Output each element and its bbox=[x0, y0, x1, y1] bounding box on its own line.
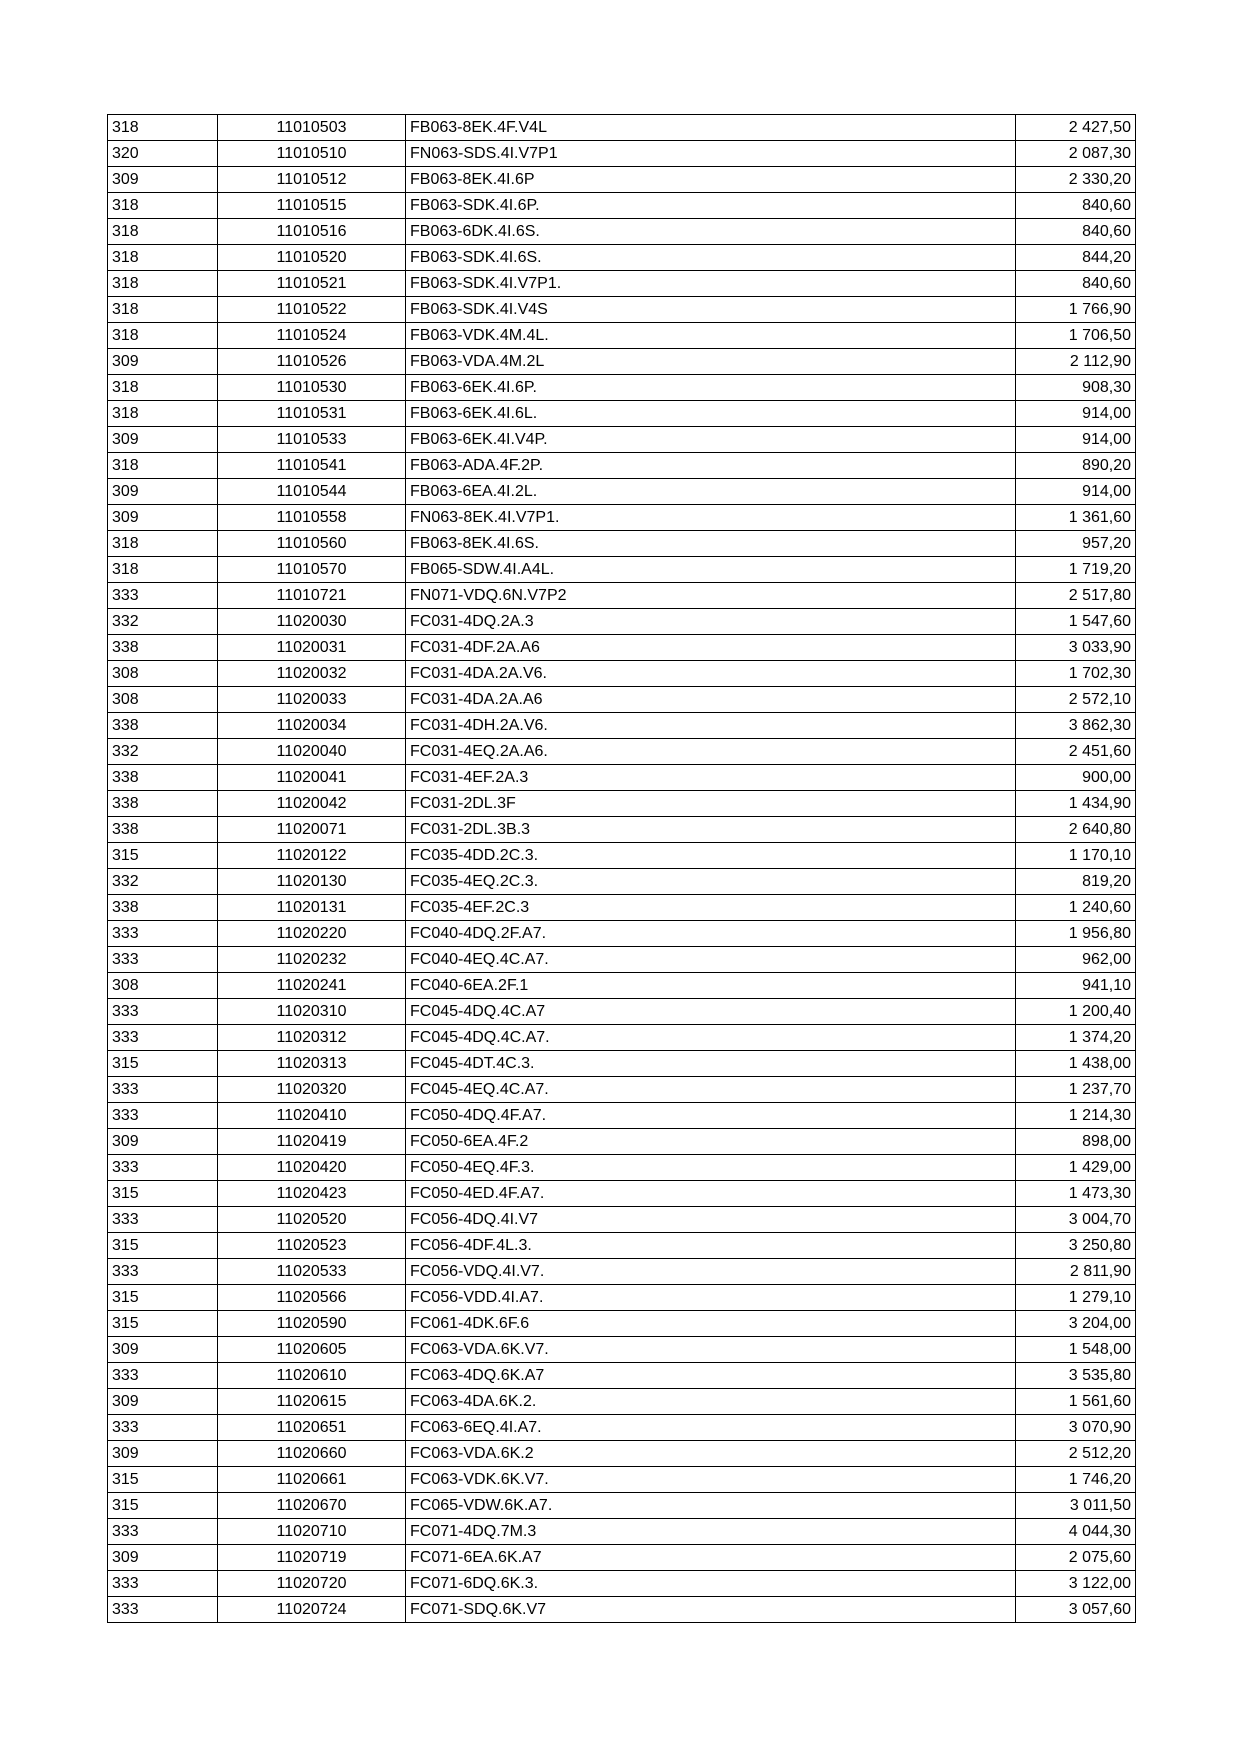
price-cell: 898,00 bbox=[1016, 1129, 1136, 1155]
table-row bbox=[108, 1415, 1136, 1441]
model-cell: FC050-6EA.4F.2 bbox=[406, 1129, 1016, 1155]
group-cell: 318 bbox=[108, 115, 218, 141]
table-row bbox=[108, 1077, 1136, 1103]
table-row bbox=[108, 973, 1136, 999]
model-cell: FN063-SDS.4I.V7P1 bbox=[406, 141, 1016, 167]
group-cell: 333 bbox=[108, 1103, 218, 1129]
price-cell: 1 766,90 bbox=[1016, 297, 1136, 323]
group-cell: 309 bbox=[108, 1389, 218, 1415]
table-row bbox=[108, 427, 1136, 453]
price-cell: 1 374,20 bbox=[1016, 1025, 1136, 1051]
model-cell: FN063-8EK.4I.V7P1. bbox=[406, 505, 1016, 531]
price-cell: 840,60 bbox=[1016, 271, 1136, 297]
model-cell: FC040-4DQ.2F.A7. bbox=[406, 921, 1016, 947]
table-row bbox=[108, 115, 1136, 141]
code-cell: 11010510 bbox=[218, 141, 406, 167]
table-row bbox=[108, 401, 1136, 427]
model-cell: FC045-4DT.4C.3. bbox=[406, 1051, 1016, 1077]
group-cell: 318 bbox=[108, 297, 218, 323]
code-cell: 11010522 bbox=[218, 297, 406, 323]
model-cell: FC061-4DK.6F.6 bbox=[406, 1311, 1016, 1337]
price-cell: 3 033,90 bbox=[1016, 635, 1136, 661]
model-cell: FC063-6EQ.4I.A7. bbox=[406, 1415, 1016, 1441]
group-cell: 333 bbox=[108, 1519, 218, 1545]
price-cell: 1 237,70 bbox=[1016, 1077, 1136, 1103]
code-cell: 11020310 bbox=[218, 999, 406, 1025]
group-cell: 309 bbox=[108, 479, 218, 505]
group-cell: 318 bbox=[108, 219, 218, 245]
code-cell: 11020232 bbox=[218, 947, 406, 973]
price-cell: 962,00 bbox=[1016, 947, 1136, 973]
table-row bbox=[108, 869, 1136, 895]
model-cell: FB063-6EA.4I.2L. bbox=[406, 479, 1016, 505]
code-cell: 11010516 bbox=[218, 219, 406, 245]
code-cell: 11020042 bbox=[218, 791, 406, 817]
code-cell: 11020420 bbox=[218, 1155, 406, 1181]
group-cell: 333 bbox=[108, 583, 218, 609]
group-cell: 315 bbox=[108, 1051, 218, 1077]
model-cell: FB063-6EK.4I.V4P. bbox=[406, 427, 1016, 453]
group-cell: 308 bbox=[108, 661, 218, 687]
model-cell: FB065-SDW.4I.A4L. bbox=[406, 557, 1016, 583]
group-cell: 338 bbox=[108, 765, 218, 791]
price-cell: 840,60 bbox=[1016, 193, 1136, 219]
code-cell: 11020312 bbox=[218, 1025, 406, 1051]
table-row bbox=[108, 505, 1136, 531]
model-cell: FB063-6EK.4I.6P. bbox=[406, 375, 1016, 401]
price-cell: 840,60 bbox=[1016, 219, 1136, 245]
table-row bbox=[108, 1233, 1136, 1259]
model-cell: FC065-VDW.6K.A7. bbox=[406, 1493, 1016, 1519]
code-cell: 11010512 bbox=[218, 167, 406, 193]
group-cell: 308 bbox=[108, 973, 218, 999]
group-cell: 309 bbox=[108, 1337, 218, 1363]
code-cell: 11020032 bbox=[218, 661, 406, 687]
price-cell: 1 548,00 bbox=[1016, 1337, 1136, 1363]
group-cell: 332 bbox=[108, 609, 218, 635]
price-cell: 3 122,00 bbox=[1016, 1571, 1136, 1597]
model-cell: FB063-ADA.4F.2P. bbox=[406, 453, 1016, 479]
model-cell: FC040-6EA.2F.1 bbox=[406, 973, 1016, 999]
group-cell: 309 bbox=[108, 167, 218, 193]
group-cell: 309 bbox=[108, 349, 218, 375]
code-cell: 11020566 bbox=[218, 1285, 406, 1311]
model-cell: FC056-4DQ.4I.V7 bbox=[406, 1207, 1016, 1233]
table-row bbox=[108, 1285, 1136, 1311]
code-cell: 11010544 bbox=[218, 479, 406, 505]
model-cell: FB063-8EK.4F.V4L bbox=[406, 115, 1016, 141]
table-row bbox=[108, 1155, 1136, 1181]
group-cell: 333 bbox=[108, 1207, 218, 1233]
group-cell: 333 bbox=[108, 1025, 218, 1051]
group-cell: 315 bbox=[108, 1181, 218, 1207]
code-cell: 11020071 bbox=[218, 817, 406, 843]
code-cell: 11010520 bbox=[218, 245, 406, 271]
table-row bbox=[108, 1311, 1136, 1337]
group-cell: 315 bbox=[108, 1233, 218, 1259]
code-cell: 11020034 bbox=[218, 713, 406, 739]
code-cell: 11020661 bbox=[218, 1467, 406, 1493]
price-cell: 1 706,50 bbox=[1016, 323, 1136, 349]
table-row bbox=[108, 531, 1136, 557]
code-cell: 11020520 bbox=[218, 1207, 406, 1233]
table-row bbox=[108, 1493, 1136, 1519]
price-cell: 908,30 bbox=[1016, 375, 1136, 401]
group-cell: 315 bbox=[108, 1493, 218, 1519]
price-cell: 3 004,70 bbox=[1016, 1207, 1136, 1233]
table-row bbox=[108, 349, 1136, 375]
table-row bbox=[108, 609, 1136, 635]
group-cell: 308 bbox=[108, 687, 218, 713]
price-cell: 2 451,60 bbox=[1016, 739, 1136, 765]
code-cell: 11010515 bbox=[218, 193, 406, 219]
group-cell: 318 bbox=[108, 323, 218, 349]
code-cell: 11020615 bbox=[218, 1389, 406, 1415]
price-cell: 1 473,30 bbox=[1016, 1181, 1136, 1207]
table-row bbox=[108, 1207, 1136, 1233]
code-cell: 11020533 bbox=[218, 1259, 406, 1285]
model-cell: FC056-VDQ.4I.V7. bbox=[406, 1259, 1016, 1285]
group-cell: 318 bbox=[108, 401, 218, 427]
code-cell: 11020419 bbox=[218, 1129, 406, 1155]
group-cell: 315 bbox=[108, 1311, 218, 1337]
price-cell: 2 640,80 bbox=[1016, 817, 1136, 843]
table-row bbox=[108, 1259, 1136, 1285]
group-cell: 315 bbox=[108, 1285, 218, 1311]
table-row bbox=[108, 271, 1136, 297]
table-row bbox=[108, 921, 1136, 947]
price-cell: 914,00 bbox=[1016, 401, 1136, 427]
group-cell: 315 bbox=[108, 843, 218, 869]
table-row bbox=[108, 1051, 1136, 1077]
table-row bbox=[108, 479, 1136, 505]
group-cell: 333 bbox=[108, 1363, 218, 1389]
code-cell: 11010503 bbox=[218, 115, 406, 141]
model-cell: FC050-4DQ.4F.A7. bbox=[406, 1103, 1016, 1129]
price-cell: 914,00 bbox=[1016, 427, 1136, 453]
code-cell: 11010526 bbox=[218, 349, 406, 375]
code-cell: 11020041 bbox=[218, 765, 406, 791]
price-cell: 1 429,00 bbox=[1016, 1155, 1136, 1181]
price-cell: 2 087,30 bbox=[1016, 141, 1136, 167]
table-row bbox=[108, 141, 1136, 167]
price-cell: 941,10 bbox=[1016, 973, 1136, 999]
code-cell: 11010533 bbox=[218, 427, 406, 453]
price-cell: 1 434,90 bbox=[1016, 791, 1136, 817]
model-cell: FB063-SDK.4I.V7P1. bbox=[406, 271, 1016, 297]
code-cell: 11020651 bbox=[218, 1415, 406, 1441]
price-cell: 1 956,80 bbox=[1016, 921, 1136, 947]
price-cell: 2 512,20 bbox=[1016, 1441, 1136, 1467]
model-cell: FC031-4DA.2A.A6 bbox=[406, 687, 1016, 713]
table-row bbox=[108, 1571, 1136, 1597]
price-cell: 2 330,20 bbox=[1016, 167, 1136, 193]
model-cell: FC071-6EA.6K.A7 bbox=[406, 1545, 1016, 1571]
price-cell: 4 044,30 bbox=[1016, 1519, 1136, 1545]
model-cell: FC035-4EQ.2C.3. bbox=[406, 869, 1016, 895]
model-cell: FB063-VDA.4M.2L bbox=[406, 349, 1016, 375]
table-row bbox=[108, 947, 1136, 973]
model-cell: FC035-4EF.2C.3 bbox=[406, 895, 1016, 921]
table-row bbox=[108, 661, 1136, 687]
price-table bbox=[107, 114, 1136, 1623]
model-cell: FC031-4EF.2A.3 bbox=[406, 765, 1016, 791]
price-cell: 900,00 bbox=[1016, 765, 1136, 791]
group-cell: 332 bbox=[108, 739, 218, 765]
group-cell: 333 bbox=[108, 1155, 218, 1181]
model-cell: FC050-4ED.4F.A7. bbox=[406, 1181, 1016, 1207]
code-cell: 11010524 bbox=[218, 323, 406, 349]
code-cell: 11020313 bbox=[218, 1051, 406, 1077]
code-cell: 11020720 bbox=[218, 1571, 406, 1597]
model-cell: FC071-4DQ.7M.3 bbox=[406, 1519, 1016, 1545]
table-row bbox=[108, 999, 1136, 1025]
model-cell: FC056-VDD.4I.A7. bbox=[406, 1285, 1016, 1311]
group-cell: 309 bbox=[108, 427, 218, 453]
group-cell: 333 bbox=[108, 999, 218, 1025]
price-cell: 1 200,40 bbox=[1016, 999, 1136, 1025]
price-cell: 890,20 bbox=[1016, 453, 1136, 479]
price-cell: 1 279,10 bbox=[1016, 1285, 1136, 1311]
price-cell: 844,20 bbox=[1016, 245, 1136, 271]
code-cell: 11020610 bbox=[218, 1363, 406, 1389]
code-cell: 11020590 bbox=[218, 1311, 406, 1337]
group-cell: 318 bbox=[108, 557, 218, 583]
price-cell: 3 057,60 bbox=[1016, 1597, 1136, 1623]
group-cell: 333 bbox=[108, 1571, 218, 1597]
price-cell: 1 214,30 bbox=[1016, 1103, 1136, 1129]
group-cell: 333 bbox=[108, 1259, 218, 1285]
price-cell: 3 070,90 bbox=[1016, 1415, 1136, 1441]
code-cell: 11020719 bbox=[218, 1545, 406, 1571]
model-cell: FC031-4DH.2A.V6. bbox=[406, 713, 1016, 739]
model-cell: FB063-SDK.4I.6S. bbox=[406, 245, 1016, 271]
group-cell: 318 bbox=[108, 271, 218, 297]
price-cell: 3 204,00 bbox=[1016, 1311, 1136, 1337]
price-cell: 957,20 bbox=[1016, 531, 1136, 557]
code-cell: 11020410 bbox=[218, 1103, 406, 1129]
price-cell: 1 170,10 bbox=[1016, 843, 1136, 869]
model-cell: FB063-6DK.4I.6S. bbox=[406, 219, 1016, 245]
code-cell: 11020033 bbox=[218, 687, 406, 713]
group-cell: 333 bbox=[108, 921, 218, 947]
model-cell: FC056-4DF.4L.3. bbox=[406, 1233, 1016, 1259]
price-cell: 2 427,50 bbox=[1016, 115, 1136, 141]
table-row bbox=[108, 1389, 1136, 1415]
code-cell: 11010521 bbox=[218, 271, 406, 297]
model-cell: FB063-8EK.4I.6P bbox=[406, 167, 1016, 193]
table-row bbox=[108, 765, 1136, 791]
table-row bbox=[108, 167, 1136, 193]
price-cell: 1 719,20 bbox=[1016, 557, 1136, 583]
table-row bbox=[108, 791, 1136, 817]
group-cell: 333 bbox=[108, 1077, 218, 1103]
model-cell: FC031-2DL.3B.3 bbox=[406, 817, 1016, 843]
price-cell: 819,20 bbox=[1016, 869, 1136, 895]
model-cell: FN071-VDQ.6N.V7P2 bbox=[406, 583, 1016, 609]
table-row bbox=[108, 323, 1136, 349]
price-cell: 2 112,90 bbox=[1016, 349, 1136, 375]
code-cell: 11020130 bbox=[218, 869, 406, 895]
code-cell: 11010570 bbox=[218, 557, 406, 583]
table-row bbox=[108, 297, 1136, 323]
table-row bbox=[108, 1025, 1136, 1051]
table-row bbox=[108, 895, 1136, 921]
table-row bbox=[108, 1597, 1136, 1623]
code-cell: 11020031 bbox=[218, 635, 406, 661]
price-cell: 2 075,60 bbox=[1016, 1545, 1136, 1571]
model-cell: FB063-8EK.4I.6S. bbox=[406, 531, 1016, 557]
group-cell: 318 bbox=[108, 453, 218, 479]
model-cell: FC031-4DF.2A.A6 bbox=[406, 635, 1016, 661]
group-cell: 338 bbox=[108, 635, 218, 661]
group-cell: 318 bbox=[108, 531, 218, 557]
price-cell: 1 702,30 bbox=[1016, 661, 1136, 687]
code-cell: 11020605 bbox=[218, 1337, 406, 1363]
model-cell: FC045-4EQ.4C.A7. bbox=[406, 1077, 1016, 1103]
model-cell: FC031-4DA.2A.V6. bbox=[406, 661, 1016, 687]
model-cell: FB063-SDK.4I.6P. bbox=[406, 193, 1016, 219]
group-cell: 318 bbox=[108, 245, 218, 271]
group-cell: 332 bbox=[108, 869, 218, 895]
table-row bbox=[108, 583, 1136, 609]
table-row bbox=[108, 219, 1136, 245]
model-cell: FC045-4DQ.4C.A7. bbox=[406, 1025, 1016, 1051]
price-cell: 914,00 bbox=[1016, 479, 1136, 505]
group-cell: 315 bbox=[108, 1467, 218, 1493]
price-cell: 1 240,60 bbox=[1016, 895, 1136, 921]
price-cell: 2 572,10 bbox=[1016, 687, 1136, 713]
price-cell: 3 250,80 bbox=[1016, 1233, 1136, 1259]
code-cell: 11010558 bbox=[218, 505, 406, 531]
table-row bbox=[108, 245, 1136, 271]
price-cell: 3 011,50 bbox=[1016, 1493, 1136, 1519]
table-row bbox=[108, 1519, 1136, 1545]
table-row bbox=[108, 193, 1136, 219]
model-cell: FC031-4DQ.2A.3 bbox=[406, 609, 1016, 635]
code-cell: 11020122 bbox=[218, 843, 406, 869]
model-cell: FC063-4DQ.6K.A7 bbox=[406, 1363, 1016, 1389]
price-cell: 3 535,80 bbox=[1016, 1363, 1136, 1389]
group-cell: 338 bbox=[108, 713, 218, 739]
table-row bbox=[108, 1441, 1136, 1467]
table-row bbox=[108, 453, 1136, 479]
model-cell: FC071-6DQ.6K.3. bbox=[406, 1571, 1016, 1597]
code-cell: 11020670 bbox=[218, 1493, 406, 1519]
model-cell: FC031-2DL.3F bbox=[406, 791, 1016, 817]
table-row bbox=[108, 843, 1136, 869]
price-table-body bbox=[108, 115, 1136, 1623]
code-cell: 11010721 bbox=[218, 583, 406, 609]
model-cell: FC063-4DA.6K.2. bbox=[406, 1389, 1016, 1415]
model-cell: FC040-4EQ.4C.A7. bbox=[406, 947, 1016, 973]
code-cell: 11020131 bbox=[218, 895, 406, 921]
table-row bbox=[108, 375, 1136, 401]
table-row bbox=[108, 817, 1136, 843]
table-row bbox=[108, 687, 1136, 713]
code-cell: 11020660 bbox=[218, 1441, 406, 1467]
code-cell: 11010530 bbox=[218, 375, 406, 401]
table-row bbox=[108, 1545, 1136, 1571]
group-cell: 318 bbox=[108, 375, 218, 401]
model-cell: FB063-VDK.4M.4L. bbox=[406, 323, 1016, 349]
group-cell: 338 bbox=[108, 817, 218, 843]
table-row bbox=[108, 1181, 1136, 1207]
group-cell: 338 bbox=[108, 791, 218, 817]
model-cell: FB063-6EK.4I.6L. bbox=[406, 401, 1016, 427]
code-cell: 11020423 bbox=[218, 1181, 406, 1207]
model-cell: FC063-VDA.6K.2 bbox=[406, 1441, 1016, 1467]
code-cell: 11010541 bbox=[218, 453, 406, 479]
table-row bbox=[108, 1337, 1136, 1363]
price-cell: 1 361,60 bbox=[1016, 505, 1136, 531]
table-row bbox=[108, 1467, 1136, 1493]
code-cell: 11010560 bbox=[218, 531, 406, 557]
group-cell: 309 bbox=[108, 505, 218, 531]
code-cell: 11020523 bbox=[218, 1233, 406, 1259]
code-cell: 11020220 bbox=[218, 921, 406, 947]
code-cell: 11020724 bbox=[218, 1597, 406, 1623]
table-row bbox=[108, 713, 1136, 739]
price-cell: 1 438,00 bbox=[1016, 1051, 1136, 1077]
group-cell: 309 bbox=[108, 1129, 218, 1155]
code-cell: 11020241 bbox=[218, 973, 406, 999]
table-row bbox=[108, 1363, 1136, 1389]
price-cell: 2 811,90 bbox=[1016, 1259, 1136, 1285]
table-row bbox=[108, 557, 1136, 583]
table-row bbox=[108, 739, 1136, 765]
group-cell: 333 bbox=[108, 947, 218, 973]
price-cell: 2 517,80 bbox=[1016, 583, 1136, 609]
code-cell: 11020030 bbox=[218, 609, 406, 635]
model-cell: FC063-VDK.6K.V7. bbox=[406, 1467, 1016, 1493]
table-row bbox=[108, 635, 1136, 661]
code-cell: 11020040 bbox=[218, 739, 406, 765]
price-cell: 3 862,30 bbox=[1016, 713, 1136, 739]
group-cell: 309 bbox=[108, 1441, 218, 1467]
model-cell: FC050-4EQ.4F.3. bbox=[406, 1155, 1016, 1181]
table-row bbox=[108, 1103, 1136, 1129]
model-cell: FB063-SDK.4I.V4S bbox=[406, 297, 1016, 323]
model-cell: FC071-SDQ.6K.V7 bbox=[406, 1597, 1016, 1623]
group-cell: 309 bbox=[108, 1545, 218, 1571]
group-cell: 318 bbox=[108, 193, 218, 219]
table-row bbox=[108, 1129, 1136, 1155]
group-cell: 338 bbox=[108, 895, 218, 921]
group-cell: 333 bbox=[108, 1597, 218, 1623]
code-cell: 11010531 bbox=[218, 401, 406, 427]
model-cell: FC063-VDA.6K.V7. bbox=[406, 1337, 1016, 1363]
model-cell: FC035-4DD.2C.3. bbox=[406, 843, 1016, 869]
price-cell: 1 746,20 bbox=[1016, 1467, 1136, 1493]
code-cell: 11020710 bbox=[218, 1519, 406, 1545]
price-cell: 1 561,60 bbox=[1016, 1389, 1136, 1415]
group-cell: 320 bbox=[108, 141, 218, 167]
code-cell: 11020320 bbox=[218, 1077, 406, 1103]
model-cell: FC045-4DQ.4C.A7 bbox=[406, 999, 1016, 1025]
model-cell: FC031-4EQ.2A.A6. bbox=[406, 739, 1016, 765]
price-cell: 1 547,60 bbox=[1016, 609, 1136, 635]
group-cell: 333 bbox=[108, 1415, 218, 1441]
